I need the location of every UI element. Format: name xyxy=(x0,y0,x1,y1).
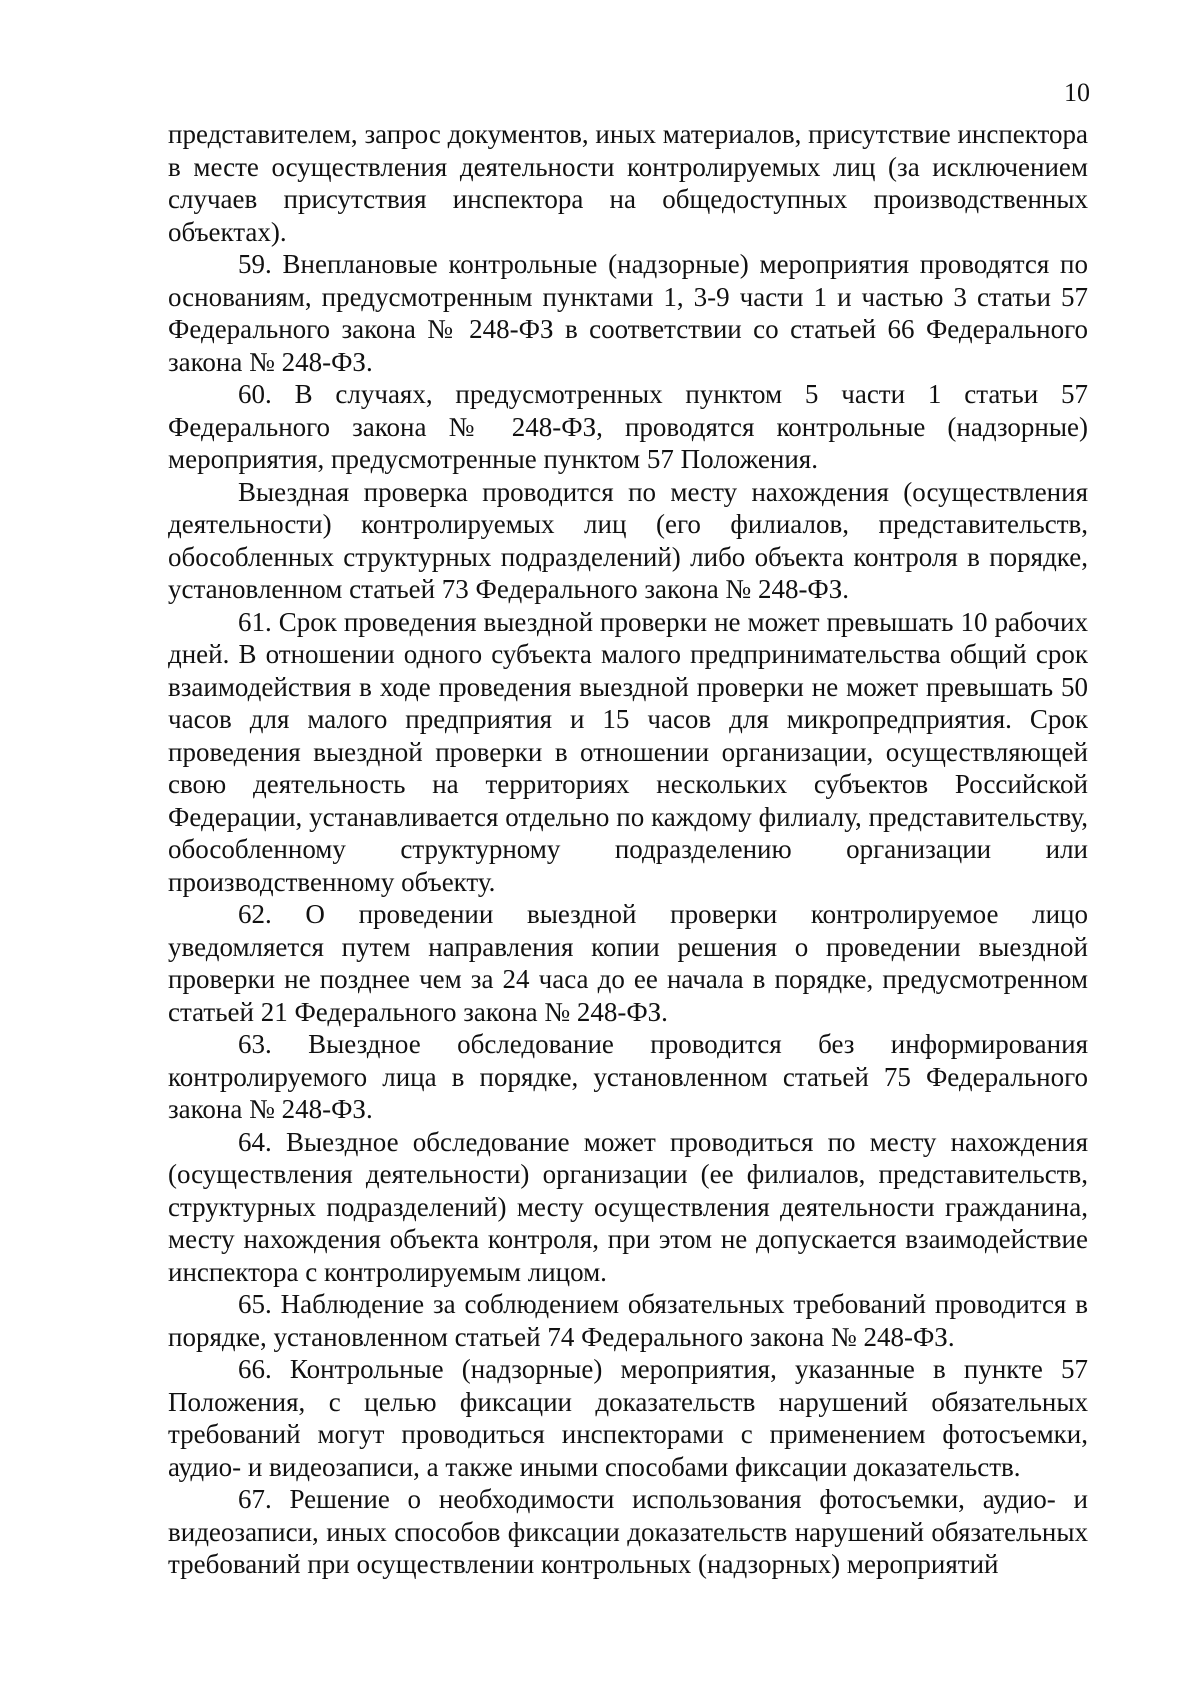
paragraph-continuation: представителем, запрос документов, иных материалов, присутствие инспектора в месте осуществления деятельности контролируемых лиц (за исключением случаев присутствия инспектора на общедоступных производственных объектах). xyxy=(168,119,1088,247)
paragraph-66: 66. Контрольные (надзорные) мероприятия, указанные в пункте 57 Положения, с целью фиксации доказательств нарушений обязательных требований могут проводиться инспекторами с применением фотосъемки, аудио- и видеозаписи, а также иными способами фиксации доказательств. xyxy=(168,1354,1088,1482)
paragraph-62: 62. О проведении выездной проверки контролируемое лицо уведомляется путем направления копии решения о проведении выездной проверки не позднее чем за 24 часа до ее начала в порядке, предусмотренном статьей 21 Федерального закона № 248-ФЗ. xyxy=(168,899,1088,1027)
paragraph-63: 63. Выездное обследование проводится без информирования контролируемого лица в порядке, установленном статьей 75 Федерального закона № 248-ФЗ. xyxy=(168,1029,1088,1124)
paragraph-60-field-inspection: Выездная проверка проводится по месту нахождения (осуществления деятельности) контролируемых лиц (его филиалов, представительств, обособленных структурных подразделений) либо объекта контроля в порядке, установленном статьей 73 Федерального закона № 248-ФЗ. xyxy=(168,476,1088,604)
paragraph-67: 67. Решение о необходимости использования фотосъемки, аудио- и видеозаписи, иных способов фиксации доказательств нарушений обязательных требований при осуществлении контрольных (надзорных) мероприятий xyxy=(168,1484,1088,1579)
paragraph-64: 64. Выездное обследование может проводиться по месту нахождения (осуществления деятельности) организации (ее филиалов, представительств, структурных подразделений) месту осуществления деятельности гражданина, месту нахождения объекта контроля, при этом не допускается взаимодействие инспектора с контролируемым лицом. xyxy=(168,1126,1088,1287)
paragraph-65: 65. Наблюдение за соблюдением обязательных требований проводится в порядке, установленном статьей 74 Федерального закона № 248-ФЗ. xyxy=(168,1289,1088,1352)
paragraph-61: 61. Срок проведения выездной проверки не может превышать 10 рабочих дней. В отношении одного субъекта малого предпринимательства общий срок взаимодействия в ходе проведения выездной проверки не может превышать 50 часов для малого предприятия и 15 часов для микропредприятия. Срок проведения выездной проверки в отношении организации, осуществляющей свою деятельность на территориях нескольких субъектов Российской Федерации, устанавливается отдельно по каждому филиалу, представительству, обособленному структурному подразделению организации или производственному объекту. xyxy=(168,606,1088,897)
paragraph-59: 59. Внеплановые контрольные (надзорные) мероприятия проводятся по основаниям, предусмотренным пунктами 1, 3-9 части 1 и частью 3 статьи 57 Федерального закона № 248-ФЗ в соответствии со статьей 66 Федерального закона № 248-ФЗ. xyxy=(168,249,1088,377)
page-number: 10 xyxy=(1064,78,1090,107)
paragraph-60: 60. В случаях, предусмотренных пунктом 5 части 1 статьи 57 Федерального закона № 248-ФЗ, проводятся контрольные (надзорные) мероприятия, предусмотренные пунктом 57 Положения. xyxy=(168,379,1088,474)
document-body xyxy=(168,118,1088,1581)
